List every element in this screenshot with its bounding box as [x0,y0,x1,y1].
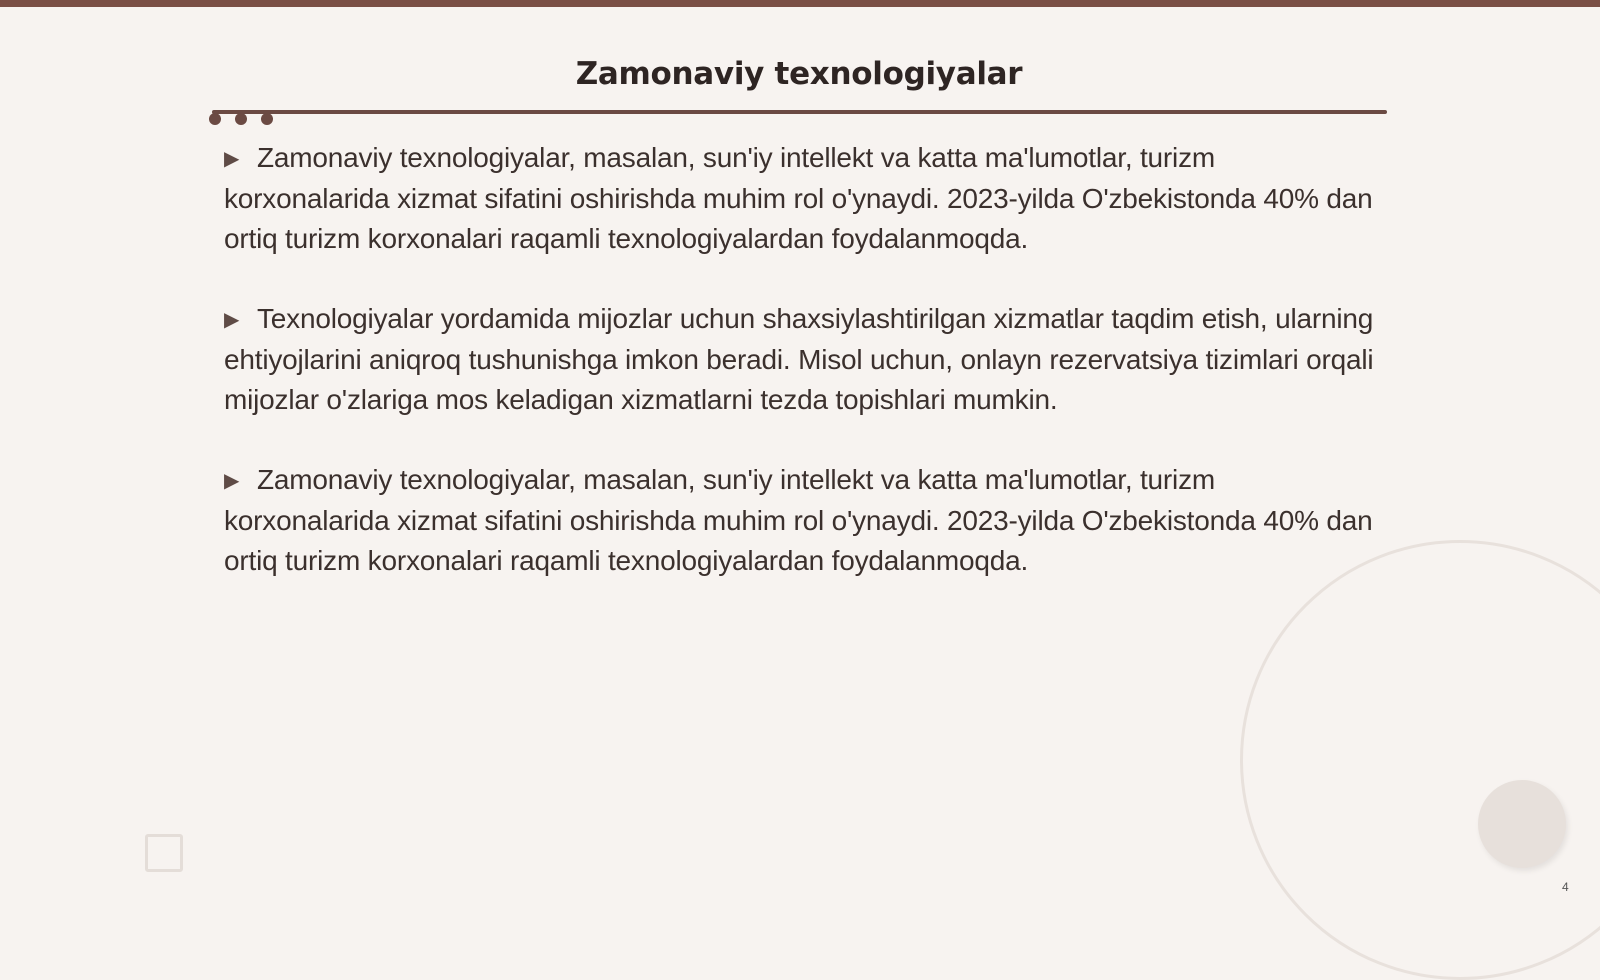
top-accent-bar [0,0,1600,7]
slide-title: Zamonaviy texnologiyalar [575,56,1023,92]
underline-dot [235,113,247,125]
bullet-item [224,299,1384,420]
underline-dot [261,113,273,125]
bullet-text: Texnologiyalar yordamida mijozlar uchun shaxsiylashtirilgan xizmatlar taqdim etish, ularning ehtiyojlarini aniqroq tushunishga imkon beradi. Misol uchun, onlayn rezervatsiya tizimlari orqali mijozlar o'zlariga mos keladigan xizmatlarni tezda topishlari mumkin. [224,303,1374,415]
bullet-text: Zamonaviy texnologiyalar, masalan, sun'iy intellekt va katta ma'lumotlar, turizm korxonalarida xizmat sifatini oshirishda muhim rol o'ynaydi. 2023-yilda O'zbekistonda 40% dan ortiq turizm korxonalari raqamli texnologiyalardan foydalanmoqda. [224,464,1373,576]
decorative-circle [1478,780,1566,868]
triangle-right-icon: ▶ [224,470,240,492]
triangle-right-icon: ▶ [224,148,240,170]
bullet-item [224,460,1384,581]
triangle-right-icon: ▶ [224,309,240,331]
title-underline [212,110,1387,114]
page-number: 4 [1562,880,1569,894]
bullet-list [224,138,1384,621]
bullet-text: Zamonaviy texnologiyalar, masalan, sun'iy intellekt va katta ma'lumotlar, turizm korxonalarida xizmat sifatini oshirishda muhim rol o'ynaydi. 2023-yilda O'zbekistonda 40% dan ortiq turizm korxonalari raqamli texnologiyalardan foydalanmoqda. [224,142,1373,254]
underline-dot [209,113,221,125]
decorative-square [145,834,183,872]
bullet-item [224,138,1384,259]
